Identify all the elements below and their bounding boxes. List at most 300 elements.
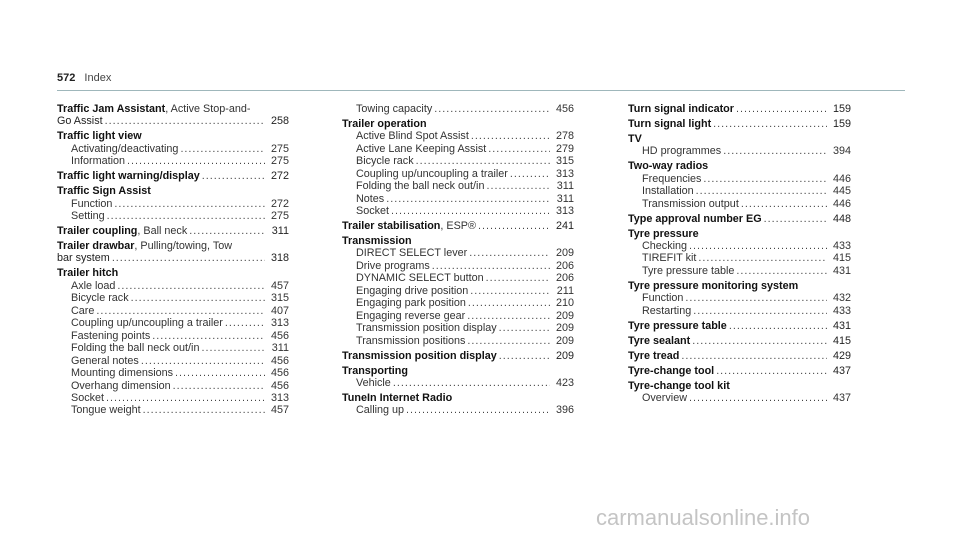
page-ref: 206 [555, 259, 574, 272]
subentry-text: DIRECT SELECT lever [356, 247, 468, 260]
page-ref: 456 [270, 329, 289, 342]
index-entry [57, 170, 289, 182]
page-ref: 159 [832, 117, 851, 130]
entry-text [71, 305, 94, 317]
page-ref: 209 [555, 309, 574, 322]
index-line-first [57, 240, 289, 252]
index-subentry[interactable] [57, 404, 289, 416]
page-ref: 311 [271, 225, 289, 238]
index-entry [57, 240, 289, 265]
page-ref: 457 [270, 404, 289, 417]
dot-leader [499, 350, 550, 362]
index-entry [57, 103, 289, 128]
page-ref: 313 [270, 391, 289, 404]
index-entry [628, 213, 851, 225]
entry-text [356, 247, 467, 259]
entry-continuation: Go Assist [57, 115, 103, 128]
index-entry [342, 118, 574, 218]
index-subentry[interactable] [57, 305, 289, 317]
index-subentry[interactable] [628, 252, 851, 264]
dot-leader [393, 377, 550, 389]
dot-leader [175, 367, 265, 379]
dot-leader [685, 292, 827, 304]
index-subentry[interactable] [342, 310, 574, 322]
page-ref: 258 [270, 115, 289, 128]
entry-text [356, 272, 484, 284]
subentry-text: Information [71, 155, 126, 168]
subentry-text: Folding the ball neck out/in [356, 180, 485, 193]
index-heading-line [57, 130, 289, 142]
page-ref: 275 [270, 155, 289, 168]
index-subentry[interactable] [628, 173, 851, 185]
page-ref: 437 [832, 364, 851, 377]
index-subentry[interactable] [628, 145, 851, 157]
page-ref: 446 [832, 172, 851, 185]
dot-leader [467, 310, 550, 322]
page-ref: 433 [832, 240, 851, 253]
index-entry [342, 365, 574, 390]
entry-text [356, 335, 465, 347]
subentry-text: Overview [642, 392, 687, 405]
entry-text [71, 280, 115, 292]
dot-leader [127, 155, 265, 167]
subentry-text: TIREFIT kit [642, 252, 697, 265]
index-entry [628, 118, 851, 130]
index-subentry[interactable] [57, 392, 289, 404]
page-ref: 279 [555, 142, 574, 155]
page-ref: 457 [270, 279, 289, 292]
page-ref: 311 [271, 342, 289, 355]
subentry-text: Axle load [71, 279, 116, 292]
page-ref: 456 [270, 354, 289, 367]
index-subentry[interactable] [342, 335, 574, 347]
entry-text [642, 198, 739, 210]
subentry-text: Function [71, 197, 113, 210]
entry-text [628, 365, 714, 377]
dot-leader [467, 335, 550, 347]
index-subentry[interactable] [57, 355, 289, 367]
subentry-text: Engaging park position [356, 297, 466, 310]
entry-heading: Trailer hitch [57, 267, 119, 280]
dot-leader [488, 143, 550, 155]
dot-leader [713, 118, 827, 130]
subentry-text: Restarting [642, 304, 692, 317]
index-subentry[interactable] [342, 322, 574, 334]
page-ref: 209 [555, 349, 574, 362]
dot-leader [698, 252, 827, 264]
dot-leader [471, 130, 550, 142]
dot-leader [391, 205, 550, 217]
index-entry [342, 103, 574, 115]
index-column-2 [342, 103, 574, 419]
entry-text [356, 297, 466, 309]
index-subentry[interactable] [342, 404, 574, 416]
entry-heading: Transmission position display [342, 349, 497, 362]
subentry-text: Active Lane Keeping Assist [356, 142, 487, 155]
entry-text [356, 310, 465, 322]
index-line[interactable] [57, 252, 289, 264]
index-subentry[interactable] [342, 143, 574, 155]
subentry-text: Drive programs [356, 259, 430, 272]
index-entry [342, 392, 574, 417]
page-ref: 456 [270, 367, 289, 380]
entry-text [356, 155, 414, 167]
dot-leader [723, 145, 827, 157]
index-entry [342, 220, 574, 232]
page-ref: 209 [555, 334, 574, 347]
dot-leader [107, 210, 265, 222]
index-line[interactable] [628, 213, 851, 225]
entry-text [628, 213, 762, 225]
subentry-text: DYNAMIC SELECT button [356, 272, 484, 285]
index-line[interactable] [628, 350, 851, 362]
index-entry [342, 350, 574, 362]
index-entry [57, 225, 289, 237]
dot-leader [729, 320, 827, 332]
subentry-text: HD programmes [642, 145, 722, 158]
index-entry [57, 267, 289, 416]
dot-leader [117, 280, 265, 292]
index-subentry[interactable] [628, 265, 851, 277]
index-heading-line [57, 185, 289, 197]
dot-leader [225, 317, 265, 329]
page-ref: 445 [832, 185, 851, 198]
page-ref: 211 [556, 284, 574, 297]
header-divider [57, 90, 905, 91]
entry-text [642, 392, 687, 404]
dot-leader [696, 185, 827, 197]
dot-leader [499, 322, 550, 334]
entry-heading: Turn signal indicator [628, 103, 734, 115]
subentry-text: Transmission output [642, 197, 739, 210]
subentry-text: Bicycle rack [356, 155, 414, 168]
dot-leader [114, 198, 265, 210]
entry-heading: Type approval number EG [628, 212, 762, 225]
entry-text [628, 118, 711, 130]
index-line[interactable] [628, 365, 851, 377]
page-ref: 209 [555, 322, 574, 335]
dot-leader [432, 260, 550, 272]
index-line[interactable] [342, 220, 574, 232]
subentry-text: Towing capacity [356, 103, 433, 115]
page-ref: 278 [555, 130, 574, 143]
dot-leader [469, 247, 550, 259]
entry-text [642, 185, 694, 197]
subentry-text: Active Blind Spot Assist [356, 130, 469, 143]
index-line[interactable] [628, 118, 851, 130]
index-line[interactable] [628, 320, 851, 332]
entry-text [71, 143, 178, 155]
dot-leader [105, 115, 265, 127]
subentry-text: Checking [642, 240, 688, 253]
subentry-text: Frequencies [642, 172, 702, 185]
index-subentry[interactable] [342, 247, 574, 259]
index-subentry[interactable] [57, 342, 289, 354]
dot-leader [468, 297, 550, 309]
dot-leader [189, 225, 265, 237]
index-entry [628, 380, 851, 405]
entry-text [356, 103, 432, 115]
page-ref: 313 [555, 167, 574, 180]
index-subentry[interactable] [628, 185, 851, 197]
index-subentry[interactable] [342, 193, 574, 205]
dot-leader [202, 170, 265, 182]
entry-continuation: , Ball neck [137, 225, 188, 238]
page-ref: 159 [832, 103, 851, 115]
page-ref: 318 [270, 252, 289, 265]
dot-leader [486, 180, 550, 192]
dot-leader [692, 335, 827, 347]
page-ref: 272 [270, 197, 289, 210]
subentry-text: Socket [71, 391, 105, 404]
page-ref: 275 [270, 142, 289, 155]
subentry-text: Notes [356, 192, 385, 205]
subentry-text: Coupling up/uncoupling a trailer [356, 167, 508, 180]
entry-text [57, 225, 187, 237]
entry-text [356, 322, 497, 334]
entry-text [57, 115, 103, 127]
index-subentry[interactable] [628, 198, 851, 210]
page-ref: 431 [832, 319, 851, 332]
index-entry [628, 228, 851, 278]
index-subentry[interactable] [57, 210, 289, 222]
index-subentry[interactable] [342, 168, 574, 180]
entry-text [628, 335, 690, 347]
page-ref: 437 [832, 392, 851, 405]
dot-leader [470, 285, 550, 297]
index-line[interactable] [57, 170, 289, 182]
dot-leader [434, 103, 550, 115]
page-ref: 206 [555, 272, 574, 285]
dot-leader [703, 173, 827, 185]
subentry-text: Engaging reverse gear [356, 309, 466, 322]
entry-heading: Trailer coupling [57, 225, 138, 238]
entry-heading: Turn signal light [628, 117, 712, 130]
index-heading-line [57, 267, 289, 279]
entry-text [356, 193, 384, 205]
index-subentry[interactable] [628, 305, 851, 317]
subentry-text: Bicycle rack [71, 292, 129, 305]
index-line[interactable] [628, 335, 851, 347]
dot-leader [406, 404, 550, 416]
index-entry [628, 160, 851, 210]
subentry-text: Vehicle [356, 377, 391, 390]
subentry-text: Installation [642, 185, 694, 198]
entry-text [342, 350, 497, 362]
index-subentry[interactable] [57, 292, 289, 304]
entry-text [642, 292, 683, 304]
entry-text [71, 210, 105, 222]
index-subentry[interactable] [342, 130, 574, 142]
page-ref: 433 [832, 304, 851, 317]
page-ref: 456 [270, 379, 289, 392]
index-subentry[interactable] [342, 297, 574, 309]
subentry-text: Socket [356, 205, 390, 218]
page-ref: 210 [555, 297, 574, 310]
entry-continuation: , Active Stop-and- [165, 103, 251, 115]
subentry-text: Tyre pressure table [642, 264, 735, 277]
dot-leader [386, 193, 550, 205]
entry-heading: Tyre-change tool [628, 364, 715, 377]
page-ref: 432 [832, 292, 851, 305]
entry-text [642, 252, 696, 264]
entry-heading: TuneIn Internet Radio [342, 391, 453, 404]
index-subentry[interactable] [342, 272, 574, 284]
page-ref: 313 [555, 205, 574, 218]
index-subentry[interactable] [57, 380, 289, 392]
entry-text [628, 320, 727, 332]
index-subentry[interactable] [342, 155, 574, 167]
entry-heading: Tyre pressure table [628, 319, 727, 332]
index-entry [57, 130, 289, 167]
index-line[interactable] [57, 225, 289, 237]
index-subentry[interactable] [342, 205, 574, 217]
subentry-text: Fastening points [71, 329, 151, 342]
index-entry [342, 235, 574, 347]
page-ref: 394 [832, 145, 851, 158]
entry-text [356, 168, 508, 180]
page-title: Index [84, 72, 112, 84]
index-entry [628, 133, 851, 158]
index-entry [628, 320, 851, 332]
index-heading-line [628, 228, 851, 240]
index-heading-line [628, 133, 851, 145]
index-subentry[interactable] [342, 285, 574, 297]
index-subentry[interactable] [57, 367, 289, 379]
index-subentry[interactable] [342, 260, 574, 272]
entry-text [71, 355, 139, 367]
page-ref: 311 [556, 180, 574, 193]
entry-text [642, 305, 691, 317]
index-subentry[interactable] [57, 330, 289, 342]
index-heading-line [628, 380, 851, 392]
dot-leader [201, 342, 265, 354]
dot-leader [681, 350, 827, 362]
dot-leader [131, 292, 265, 304]
index-heading-line [342, 118, 574, 130]
index-subentry[interactable] [57, 280, 289, 292]
entry-text [356, 285, 468, 297]
index-subentry[interactable] [57, 155, 289, 167]
entry-heading: Traffic Jam Assistant [57, 103, 166, 115]
dot-leader [152, 330, 265, 342]
entry-text [71, 155, 125, 167]
page-ref: 241 [555, 220, 574, 233]
entry-heading: Trailer operation [342, 117, 427, 130]
index-line[interactable] [628, 103, 851, 115]
dot-leader [736, 103, 827, 115]
entry-heading: Tyre tread [628, 349, 680, 362]
entry-text [642, 265, 734, 277]
dot-leader [741, 198, 827, 210]
index-subentry[interactable] [628, 292, 851, 304]
index-heading-line [342, 392, 574, 404]
index-subentry[interactable] [57, 317, 289, 329]
entry-text [71, 292, 129, 304]
watermark: carmanualsonline.info [596, 505, 811, 530]
entry-text [356, 205, 389, 217]
entry-text [71, 342, 199, 354]
index-subentry[interactable] [628, 240, 851, 252]
index-line[interactable] [342, 350, 574, 362]
subentry-text: Coupling up/uncoupling a trailer [71, 317, 223, 330]
entry-heading: Traffic Sign Assist [57, 185, 151, 198]
page-ref: 272 [270, 170, 289, 183]
index-line[interactable] [57, 115, 289, 127]
entry-heading: Traffic light view [57, 130, 142, 143]
subentry-text: General notes [71, 354, 139, 367]
subentry-text: Engaging drive position [356, 284, 469, 297]
dot-leader [716, 365, 827, 377]
index-subentry[interactable] [342, 103, 574, 115]
entry-text [628, 103, 734, 115]
dot-leader [173, 380, 265, 392]
entry-continuation: , Pulling/towing, Tow [134, 240, 233, 253]
page-ref: 415 [832, 334, 851, 347]
subentry-text: Care [71, 304, 95, 317]
index-column-1 [57, 103, 289, 419]
entry-text [642, 145, 721, 157]
entry-heading: Trailer stabilisation [342, 220, 441, 233]
entry-text [642, 173, 701, 185]
dot-leader [764, 213, 827, 225]
subentry-text: Calling up [356, 404, 405, 417]
entry-heading: Transmission [342, 235, 412, 248]
index-subentry[interactable] [342, 180, 574, 192]
entry-heading: Tyre-change tool kit [628, 379, 730, 392]
dot-leader [143, 404, 265, 416]
page-ref: 209 [555, 247, 574, 260]
subentry-text: Setting [71, 210, 105, 223]
entry-text [71, 392, 104, 404]
index-entry [57, 185, 289, 222]
index-entry [628, 335, 851, 347]
dot-leader [510, 168, 550, 180]
index-entry [628, 365, 851, 377]
entry-heading: Tyre pressure [628, 227, 699, 240]
subentry-text: Function [642, 292, 684, 305]
index-heading-line [342, 235, 574, 247]
index-subentry[interactable] [628, 392, 851, 404]
dot-leader [486, 272, 550, 284]
entry-text [628, 350, 679, 362]
page-ref: 429 [832, 349, 851, 362]
entry-heading: Tyre pressure monitoring system [628, 279, 799, 292]
subentry-text: Activating/deactivating [71, 142, 179, 155]
entry-heading: Transporting [342, 364, 408, 377]
page-ref: 423 [555, 377, 574, 390]
entry-text [342, 220, 476, 232]
dot-leader [736, 265, 827, 277]
subentry-text: Transmission position display [356, 322, 497, 335]
entry-text [71, 198, 112, 210]
subentry-text: Tongue weight [71, 404, 141, 417]
dot-leader [689, 392, 827, 404]
entry-text [356, 260, 430, 272]
entry-text [642, 240, 687, 252]
index-subentry[interactable] [342, 377, 574, 389]
entry-text [356, 180, 484, 192]
dot-leader [689, 240, 827, 252]
index-subentry[interactable] [57, 143, 289, 155]
dot-leader [180, 143, 265, 155]
page-ref: 315 [555, 155, 574, 168]
entry-text [356, 130, 469, 142]
entry-text [356, 404, 404, 416]
index-subentry[interactable] [57, 198, 289, 210]
dot-leader [106, 392, 265, 404]
entry-text [71, 330, 150, 342]
